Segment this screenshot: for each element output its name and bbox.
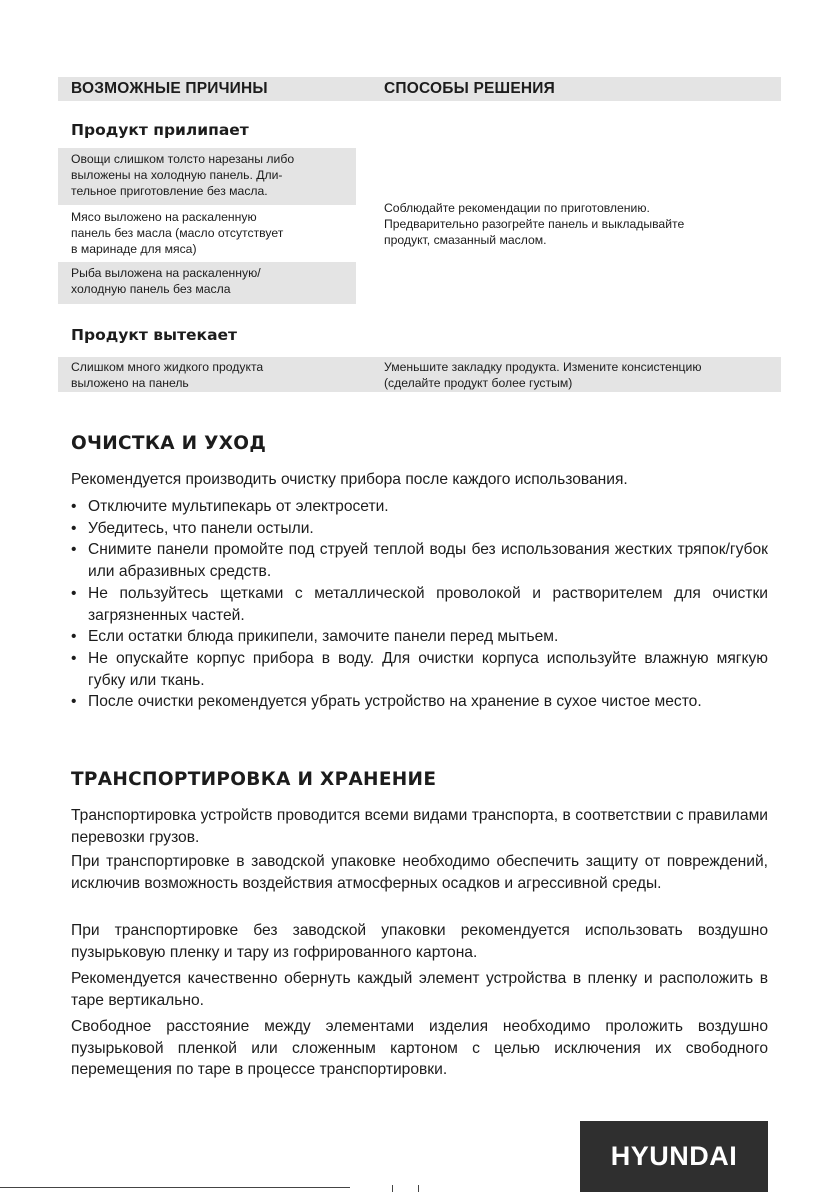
- list-item: [71, 496, 768, 518]
- cause-line: панель без масла (масло отсутствует: [71, 226, 284, 240]
- list-item: [71, 691, 768, 713]
- bullet-icon: •: [71, 649, 77, 667]
- list-item-text: Отключите мультипекарь от электросети.: [88, 498, 389, 515]
- group-title-sticks: Продукт прилипает: [71, 121, 249, 139]
- footer-divider: [0, 1187, 350, 1188]
- cause-line: Слишком много жидкого продукта: [71, 360, 264, 374]
- list-item: [71, 648, 768, 691]
- cause-line: тельное приготовление без масла.: [71, 184, 268, 198]
- group-title-leaks: Продукт вытекает: [71, 326, 238, 344]
- bullet-icon: •: [71, 693, 77, 711]
- bullet-icon: •: [71, 584, 77, 602]
- transport-title: ТРАНСПОРТИРОВКА И ХРАНЕНИЕ: [71, 769, 437, 790]
- list-item-text: После очистки рекомендуется убрать устройство на хранение в сухое чистое место.: [88, 693, 702, 711]
- solution-line: Соблюдайте рекомендации по приготовлению.: [384, 201, 650, 215]
- bullet-icon: •: [71, 498, 77, 515]
- list-item-text: Убедитесь, что панели остыли.: [88, 519, 314, 537]
- cause-line: выложены на холодную панель. Дли-: [71, 168, 283, 182]
- list-item-text: Снимите панели промойте под струей теплой воды без использования жестких тряпок/губок или абразивных средств.: [88, 541, 768, 581]
- solution-line: Уменьшите закладку продукта. Измените консистенцию: [384, 360, 702, 374]
- solution-line: (сделайте продукт более густым): [384, 376, 573, 390]
- cause-line: холодную панель без масла: [71, 282, 231, 296]
- bullet-icon: •: [71, 541, 77, 559]
- cause-row: [58, 357, 356, 392]
- bullet-icon: •: [71, 519, 77, 537]
- table-header: [58, 77, 781, 101]
- transport-paragraph: Свободное расстояние между элементами изделия необходимо проложить воздушно пузырьковой пленкой или сложенным картоном с целью исключения их свободного перемещения по таре в процессе транспортировки.: [71, 1018, 768, 1079]
- solution-line: продукт, смазанный маслом.: [384, 233, 547, 247]
- transport-paragraph: Рекомендуется качественно обернуть каждый элемент устройства в пленку и расположить в таре вертикально.: [71, 970, 768, 1009]
- transport-paragraph: При транспортировке в заводской упаковке необходимо обеспечить защиту от повреждений, исключив возможность воздействия атмосферных осадков и агрессивной среды.: [71, 853, 768, 892]
- list-item-text: Не опускайте корпус прибора в воду. Для очистки корпуса используйте влажную мягкую губку или ткань.: [88, 649, 768, 689]
- transport-paragraph: При транспортировке без заводской упаковки рекомендуется использовать воздушно пузырьковую пленку и тару из гофрированного картона.: [71, 922, 768, 961]
- list-item: [71, 518, 768, 540]
- cause-line: выложено на панель: [71, 376, 189, 390]
- cleaning-title: ОЧИСТКА И УХОД: [71, 433, 267, 454]
- solution-line: Предварительно разогрейте панель и выкладывайте: [384, 217, 685, 231]
- cleaning-intro: Рекомендуется производить очистку прибора после каждого использования.: [71, 471, 628, 488]
- list-item-text: Не пользуйтесь щетками с металлической проволокой и растворителем для очистки загрязненных частей.: [88, 584, 768, 624]
- transport-paragraph: Транспортировка устройств проводится всеми видами транспорта, в соответствии с правилами перевозки грузов.: [71, 807, 768, 846]
- cause-line: Рыба выложена на раскаленную/: [71, 266, 261, 280]
- footer-marks: [388, 1185, 428, 1192]
- solution-text: [384, 200, 764, 248]
- cause-line: Мясо выложено на раскаленную: [71, 210, 257, 224]
- bullet-icon: •: [71, 628, 77, 646]
- cause-line: в маринаде для мяса): [71, 242, 197, 256]
- list-item-text: Если остатки блюда прикипели, замочите панели перед мытьем.: [88, 628, 559, 646]
- cause-row: [58, 148, 356, 205]
- cleaning-list: [71, 496, 768, 713]
- cause-row: [58, 262, 356, 304]
- cause-line: Овощи слишком толсто нарезаны либо: [71, 152, 295, 166]
- list-item: [71, 583, 768, 626]
- list-item: [71, 539, 768, 582]
- solutions-heading: СПОСОБЫ РЕШЕНИЯ: [384, 80, 555, 97]
- list-item: [71, 626, 768, 648]
- cause-row: [58, 206, 356, 261]
- hyundai-logo: HYUNDAI: [580, 1121, 768, 1192]
- causes-heading: ВОЗМОЖНЫЕ ПРИЧИНЫ: [71, 80, 268, 97]
- solution-text: [384, 359, 764, 391]
